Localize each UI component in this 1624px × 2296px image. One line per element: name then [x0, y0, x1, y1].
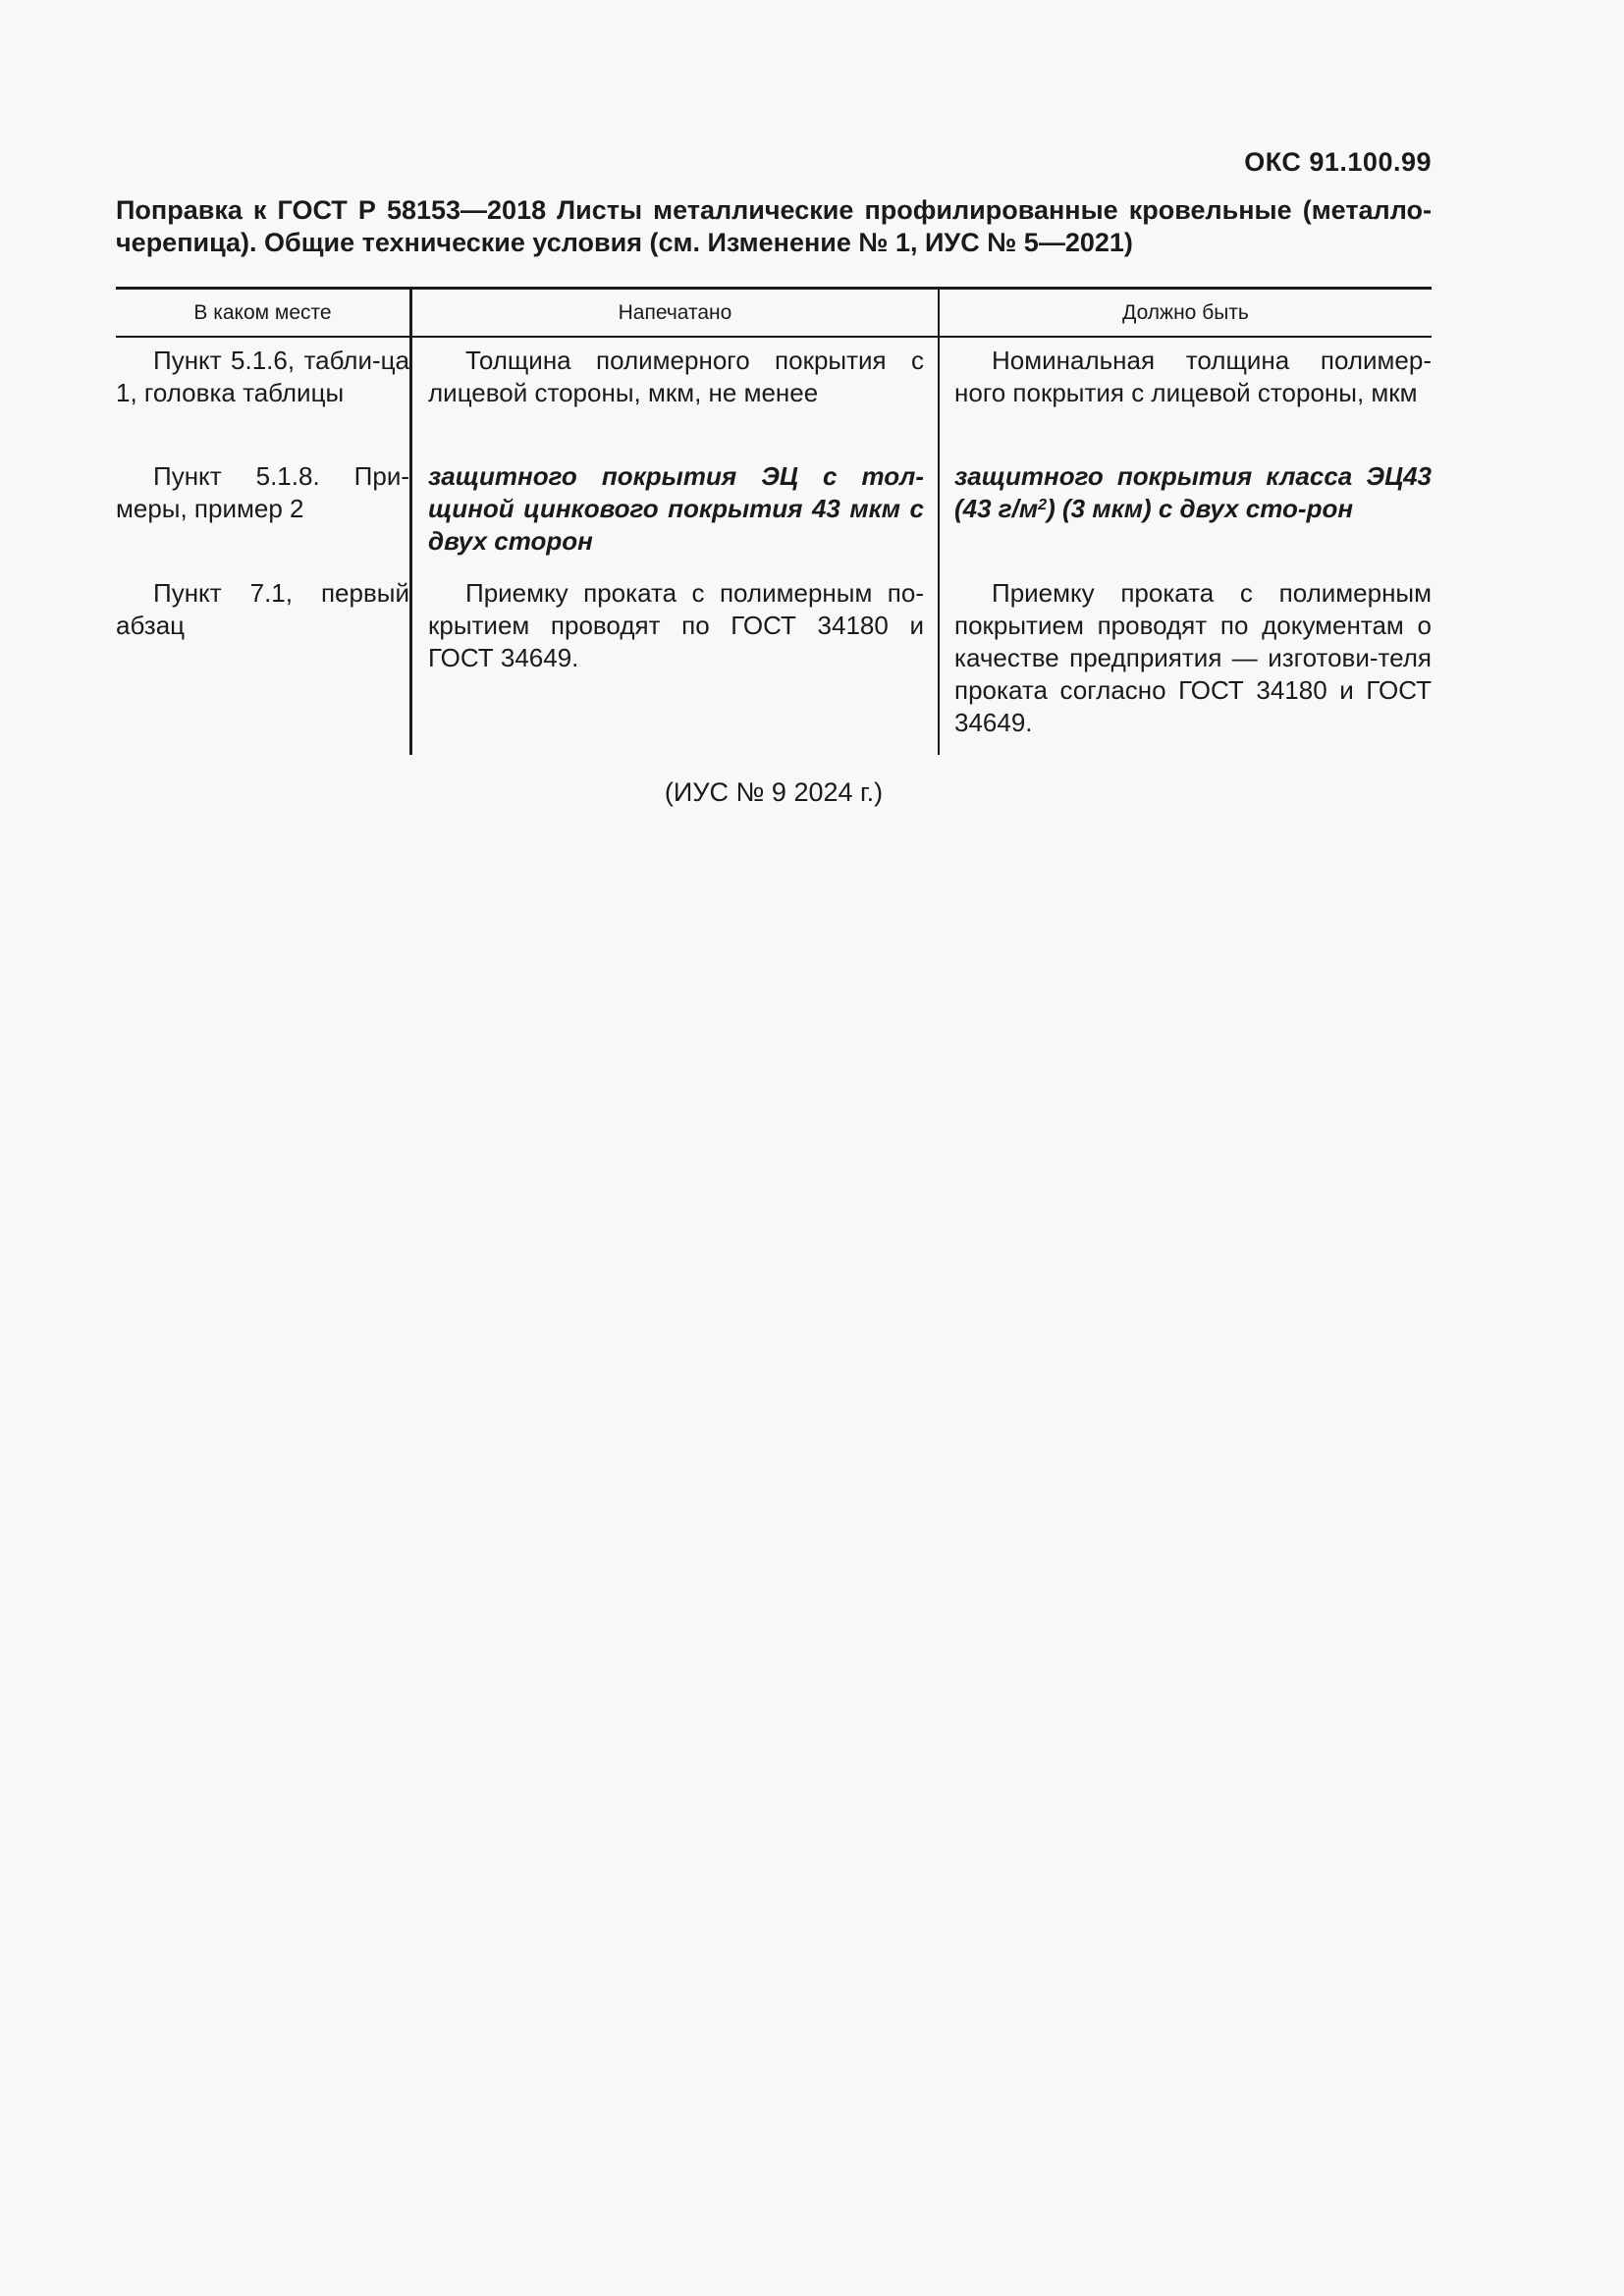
table-body: [116, 338, 1432, 755]
table-cell-printed: защитного покрытия ЭЦ с тол-щиной цинкового покрытия 43 мкм с двух сторон: [428, 461, 924, 556]
table-cell-should-be: [940, 454, 1432, 570]
table-header: [116, 290, 1432, 338]
column-should-be: [938, 338, 1432, 755]
document-title: Поправка к ГОСТ Р 58153—2018 Листы металлические профилированные кровельные (металло-черепица). Общие технические условия (см. Изменение № 1, ИУС № 5—2021): [116, 195, 1432, 257]
should-be-text: защитного покрытия класса ЭЦ43 (43 г/м: [954, 461, 1432, 523]
publication-note: (ИУС № 9 2024 г.): [664, 777, 884, 807]
correction-table: [116, 287, 1432, 755]
column-place: [116, 338, 409, 755]
table-cell-should-be: Приемку проката с полимерным покрытием проводят по документам о качестве предприятия — изготови-теля проката согласно ГОСТ 34180 и ГОСТ 34649.: [954, 578, 1432, 737]
table-cell-place: Пункт 5.1.8. При-меры, пример 2: [116, 461, 409, 523]
table-cell-printed: Приемку проката с полимерным по-крытием проводят по ГОСТ 34180 и ГОСТ 34649.: [428, 578, 924, 672]
oks-code: ОКС 91.100.99: [1244, 147, 1432, 177]
table-cell-place: Пункт 7.1, первый абзац: [116, 578, 409, 640]
should-be-text: ) (3 мкм) с двух сто-рон: [1047, 494, 1354, 523]
superscript: 2: [1038, 495, 1048, 513]
column-header-printed: Напечатано: [409, 290, 938, 336]
column-header-should-be: Должно быть: [938, 290, 1432, 336]
column-printed: [409, 338, 938, 755]
table-cell-printed: Толщина полимерного покрытия с лицевой стороны, мкм, не менее: [428, 346, 924, 407]
column-header-place: В каком месте: [193, 301, 332, 324]
table-cell-should-be: Номинальная толщина полимер-ного покрытия с лицевой стороны, мкм: [954, 346, 1432, 407]
table-cell-place: Пункт 5.1.6, табли-ца 1, головка таблицы: [116, 346, 409, 407]
